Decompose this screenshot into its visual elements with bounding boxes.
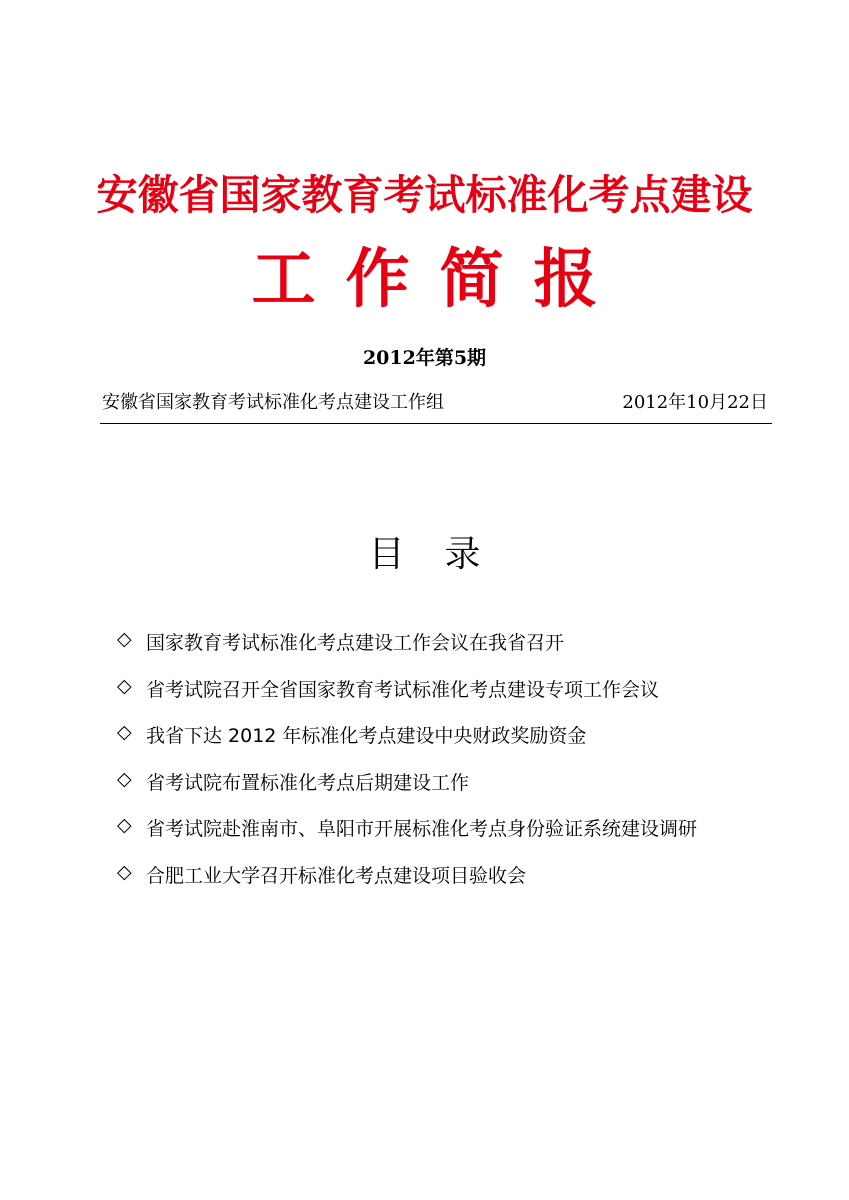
publisher-organization: 安徽省国家教育考试标准化考点建设工作组 xyxy=(102,392,444,413)
newsletter-title: 安徽省国家教育考试标准化考点建设 xyxy=(96,171,753,219)
toc-item[interactable] xyxy=(117,814,697,861)
toc-item-label: 国家教育考试标准化考点建设工作会议在我省召开 xyxy=(146,632,565,654)
newsletter-subtitle: 工作简报 xyxy=(251,243,628,317)
diamond-icon: ◇ xyxy=(117,767,132,790)
diamond-icon: ◇ xyxy=(117,628,132,650)
toc-item[interactable] xyxy=(117,861,697,908)
toc-item[interactable] xyxy=(117,675,697,722)
diamond-icon: ◇ xyxy=(117,721,132,743)
toc-item[interactable] xyxy=(117,628,697,675)
toc-heading: 目录 xyxy=(368,534,521,575)
issue-number: 2012年第5期 xyxy=(362,347,487,369)
toc-item-label: 我省下达 2012 年标准化考点建设中央财政奖励资金 xyxy=(146,725,587,747)
table-of-contents xyxy=(117,628,697,907)
publish-date: 2012年10月22日 xyxy=(622,392,768,413)
header-divider xyxy=(100,423,772,424)
toc-item-label: 省考试院布置标准化考点后期建设工作 xyxy=(146,771,470,794)
toc-item-label: 省考试院赴淮南市、阜阳市开展标准化考点身份验证系统建设调研 xyxy=(146,818,698,840)
diamond-icon: ◇ xyxy=(117,860,132,883)
diamond-icon: ◇ xyxy=(117,674,132,697)
toc-item[interactable] xyxy=(117,721,697,768)
toc-item-label: 省考试院召开全省国家教育考试标准化考点建设专项工作会议 xyxy=(146,678,660,701)
diamond-icon: ◇ xyxy=(117,814,132,836)
toc-item-label: 合肥工业大学召开标准化考点建设项目验收会 xyxy=(146,864,527,887)
toc-item[interactable] xyxy=(117,768,697,815)
